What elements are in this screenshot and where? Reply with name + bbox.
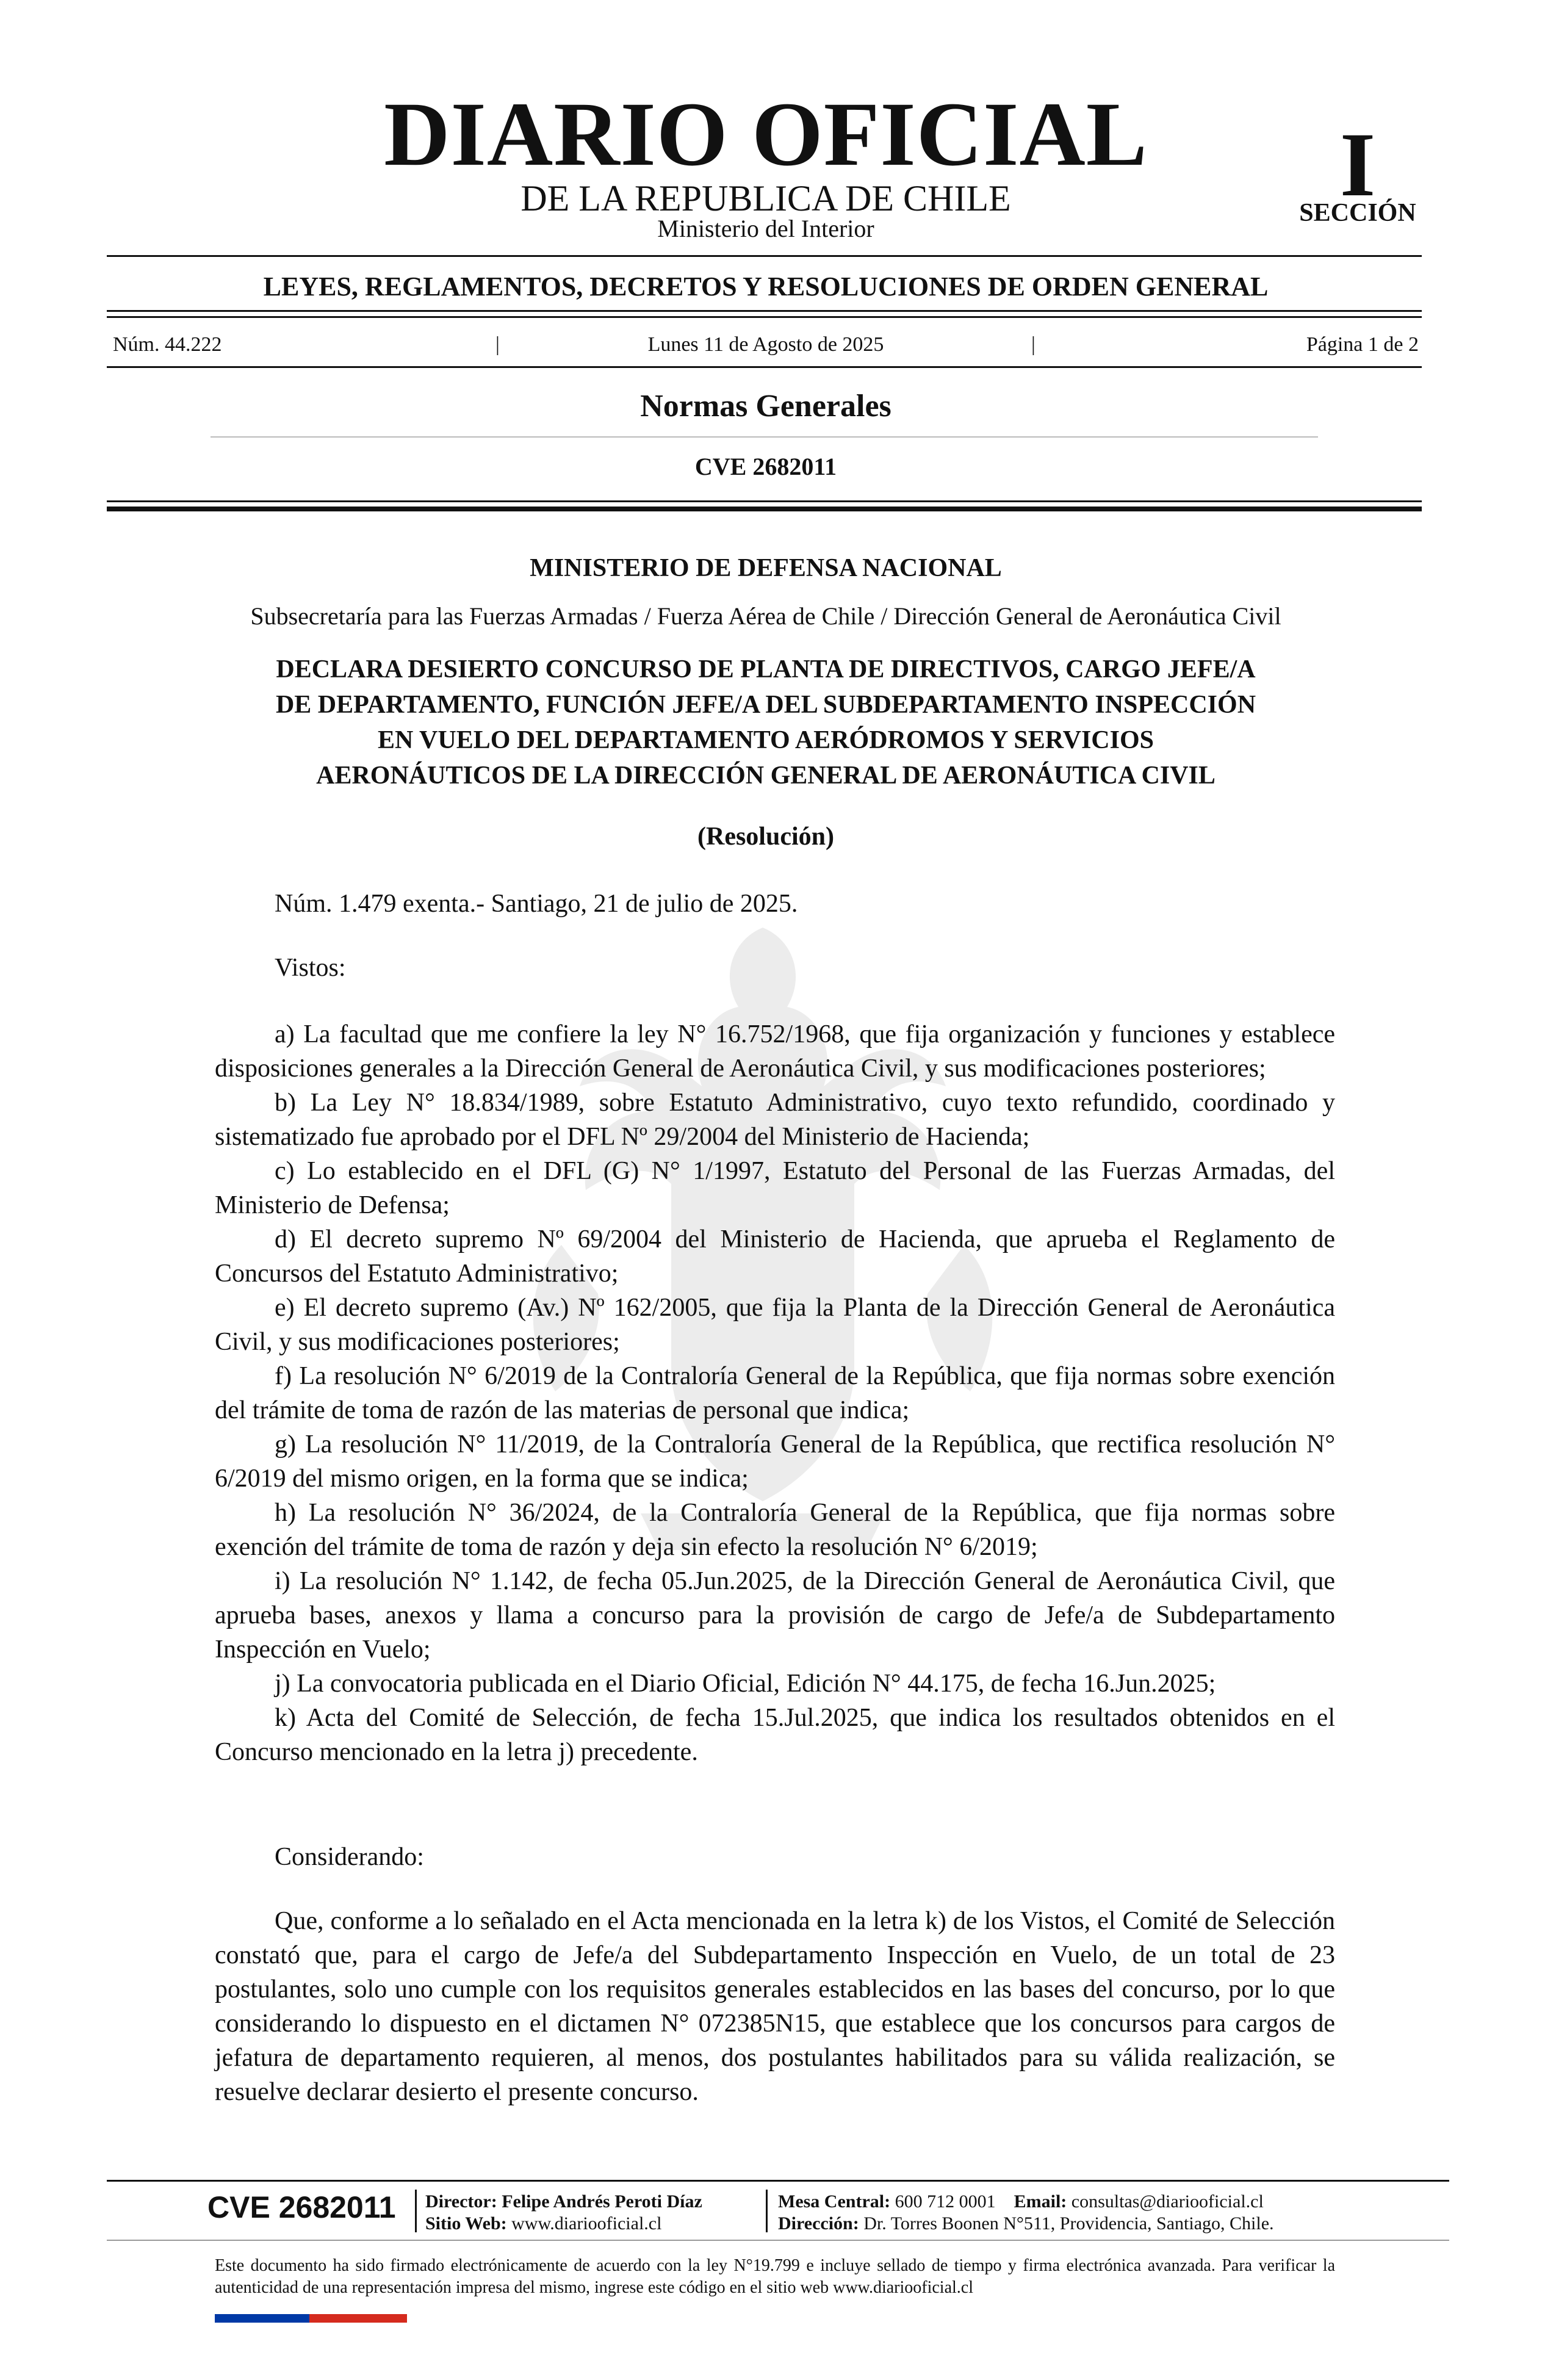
site-link[interactable]: www.diariooficial.cl (511, 2213, 662, 2234)
masthead-title: DIARIO OFICIAL (384, 84, 1148, 185)
footer-divider (766, 2190, 768, 2232)
considerando-text (215, 1904, 1335, 2109)
email-label: Email: (1014, 2191, 1067, 2212)
address-label: Dirección: (778, 2213, 859, 2234)
document-subsecretaria: Subsecretaría para las Fuerzas Armadas / Fuerza Aérea de Chile / Dirección General de Aeronáutica Civil (250, 602, 1281, 630)
vistos-list (215, 1017, 1335, 1769)
issue-number: Núm. 44.222 (113, 333, 222, 356)
considerando-label: Considerando: (275, 1843, 424, 1871)
vistos-label: Vistos: (275, 954, 346, 982)
vistos-item: c) Lo establecido en el DFL (G) N° 1/1997, Estatuto del Personal de las Fuerzas Armadas, del Ministerio de Defensa; (215, 1157, 1335, 1219)
vistos-item: b) La Ley N° 18.834/1989, sobre Estatuto Administrativo, cuyo texto refundido, coordinado y sistematizado fue aprobado por el DFL Nº 29/2004 del Ministerio de Hacienda; (215, 1089, 1335, 1151)
site-label: Sitio Web: (425, 2213, 507, 2234)
mesa-label: Mesa Central: (778, 2191, 891, 2212)
resolution-number-line: Núm. 1.479 exenta.- Santiago, 21 de julio de 2025. (275, 890, 798, 918)
flag-stripe-blue (215, 2314, 309, 2323)
document-title (183, 652, 1349, 793)
cve-code: CVE 2682011 (694, 453, 837, 480)
footer-divider (415, 2190, 417, 2232)
issue-page: Página 1 de 2 (1306, 333, 1419, 356)
mesa-phone: 600 712 0001 (895, 2191, 996, 2212)
vistos-item: h) La resolución N° 36/2024, de la Contraloría General de la República, que fija normas sobre exención del trámite de toma de razón y deja sin efecto la resolución N° 6/2019; (215, 1499, 1335, 1561)
email-link[interactable]: consultas@diariooficial.cl (1071, 2191, 1264, 2212)
document-title-line: DE DEPARTAMENTO, FUNCIÓN JEFE/A DEL SUBDEPARTAMENTO INSPECCIÓN (275, 691, 1256, 719)
flag-stripe-red (309, 2314, 407, 2323)
footer-legal-notice: Este documento ha sido firmado electrónicamente de acuerdo con la ley N°19.799 e incluye sellado de tiempo y firma electrónica avanzada. Para verificar la autenticidad de una representación impresa del mismo, ingrese este código en el sitio web www.diariooficial.cl (215, 2256, 1335, 2297)
cve-rule-top (107, 500, 1422, 502)
vistos-item: d) El decreto supremo Nº 69/2004 del Ministerio de Hacienda, que aprueba el Reglamento de Concursos del Estatuto Administrativo; (215, 1225, 1335, 1288)
section-label: SECCIÓN (1299, 199, 1416, 227)
footer-contact-block (778, 2191, 1274, 2235)
issue-separator: | (495, 333, 500, 356)
address-text: Dr. Torres Boonen N°511, Providencia, Santiago, Chile. (863, 2213, 1274, 2234)
document-ministry: MINISTERIO DE DEFENSA NACIONAL (530, 554, 1002, 582)
issue-rule (107, 366, 1422, 368)
document-type: (Resolución) (697, 823, 834, 851)
category-rule-top (107, 310, 1422, 312)
director-label: Director: (425, 2191, 497, 2212)
vistos-item: j) La convocatoria publicada en el Diario Oficial, Edición N° 44.175, de fecha 16.Jun.2025; (275, 1670, 1216, 1698)
masthead-subtitle: DE LA REPUBLICA DE CHILE (520, 178, 1011, 218)
section-divider (211, 436, 1318, 438)
footer-rule (107, 2180, 1449, 2182)
vistos-item: e) El decreto supremo (Av.) Nº 162/2005, que fija la Planta de la Dirección General de Aeronáutica Civil, y sus modificaciones posteriores; (215, 1294, 1335, 1356)
vistos-item: i) La resolución N° 1.142, de fecha 05.Jun.2025, de la Dirección General de Aeronáutica Civil, que aprueba bases, anexos y llama a concurso para la provisión de cargo de Jefe/a de Subdepartamento Inspección en Vuelo; (215, 1567, 1335, 1664)
masthead-ministry: Ministerio del Interior (657, 215, 874, 242)
category-heading: LEYES, REGLAMENTOS, DECRETOS Y RESOLUCIONES DE ORDEN GENERAL (263, 272, 1269, 301)
masthead-rule (107, 255, 1422, 257)
footer-cve: CVE 2682011 (207, 2190, 396, 2224)
vistos-item: k) Acta del Comité de Selección, de fecha 15.Jul.2025, que indica los resultados obtenidos en el Concurso mencionado en la letra j) precedente. (215, 1704, 1335, 1766)
footer-rule-secondary (107, 2240, 1449, 2241)
vistos-item: f) La resolución N° 6/2019 de la Contraloría General de la República, que fija normas sobre exención del trámite de toma de razón de las materias de personal que indica; (215, 1362, 1335, 1424)
director-name: Felipe Andrés Peroti Díaz (502, 2191, 702, 2212)
vistos-item: g) La resolución N° 11/2019, de la Contraloría General de la República, que rectifica resolución N° 6/2019 del mismo origen, en la forma que se indica; (215, 1430, 1335, 1493)
footer-director-block (425, 2191, 702, 2235)
considerando-paragraph: Que, conforme a lo señalado en el Acta mencionada en la letra k) de los Vistos, el Comité de Selección constató que, para el cargo de Jefe/a del Subdepartamento Inspección en Vuelo, de un total de 23 postulantes, solo uno cumple con los requisitos generales establecidos en las bases del concurso, por lo que considerando lo dispuesto en el dictamen N° 072385N15, que establece que los concursos para cargos de jefatura de departamento requieren, al menos, dos postulantes habilitados para su válida realización, se resuelve declarar desierto el presente concurso. (215, 1907, 1335, 2106)
issue-date: Lunes 11 de Agosto de 2025 (647, 333, 884, 356)
document-title-line: AERONÁUTICOS DE LA DIRECCIÓN GENERAL DE AERONÁUTICA CIVIL (316, 762, 1216, 790)
section-heading: Normas Generales (640, 389, 891, 424)
issue-separator: | (1031, 333, 1036, 356)
vistos-item: a) La facultad que me confiere la ley N° 16.752/1968, que fija organización y funciones y establece disposiciones generales a la Dirección General de Aeronáutica Civil, y sus modificaciones posteriores; (215, 1020, 1335, 1083)
category-rule-bottom (107, 316, 1422, 318)
cve-rule-bottom (107, 507, 1422, 511)
section-number: I (1339, 114, 1376, 215)
document-title-line: DECLARA DESIERTO CONCURSO DE PLANTA DE DIRECTIVOS, CARGO JEFE/A (276, 655, 1256, 683)
document-title-line: EN VUELO DEL DEPARTAMENTO AERÓDROMOS Y SERVICIOS (377, 726, 1154, 754)
